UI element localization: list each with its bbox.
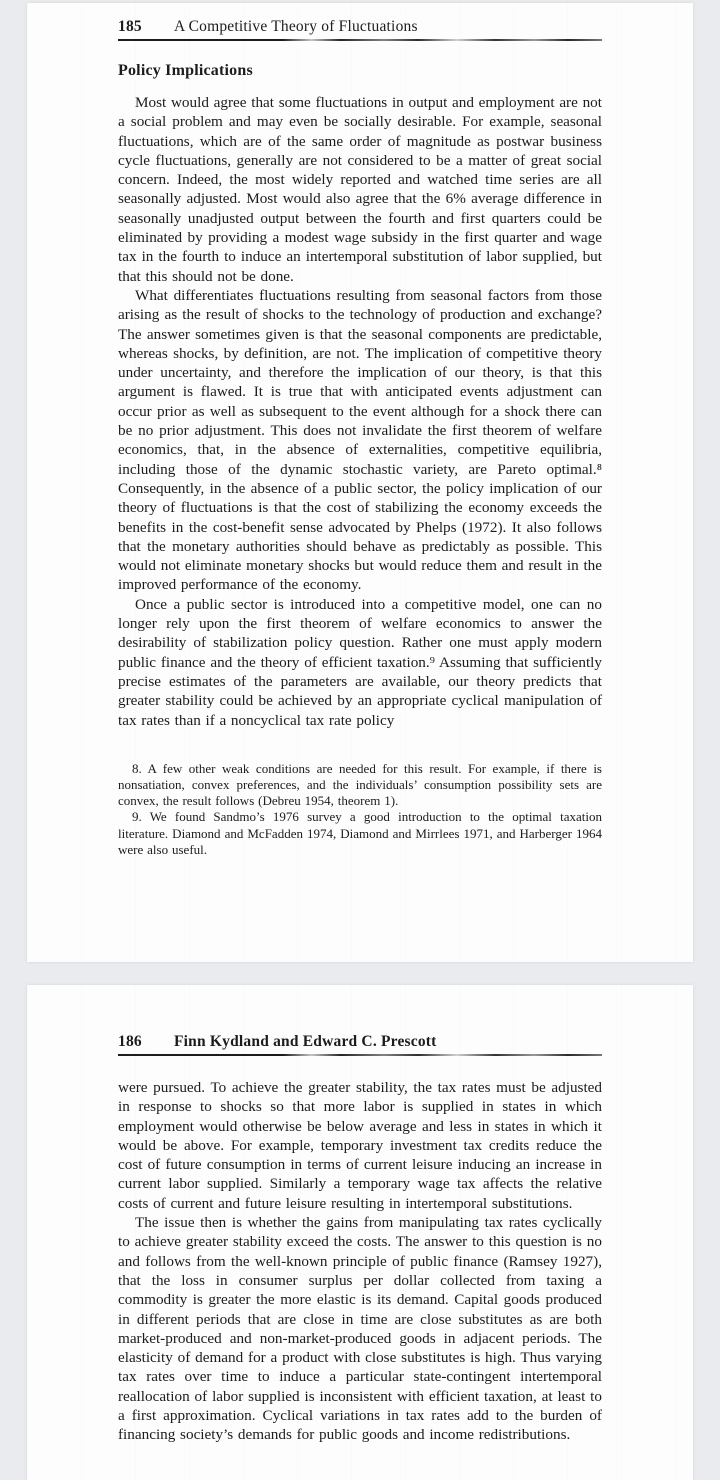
book-page-186 bbox=[27, 985, 693, 1480]
paragraph: What differentiates fluctuations resulting from seasonal factors from those arising as the result of shocks to the technology of production and exchange? The answer sometimes given is that the seasonal components are predictable, whereas shocks, by definition, are not. The implication of competitive theory under uncertainty, and therefore the implication of our theory, is that this argument is flawed. It is true that with anticipated events adjustment can occur prior as well as subsequent to the event although for a shock there can be no prior adjustment. This does not invalidate the first theorem of welfare economics, that, in the absence of externalities, competitive equilibria, including those of the dynamic stochastic variety, are Pareto optimal.⁸ Consequently, in the absence of a public sector, the policy implication of our theory of fluctuations is that the cost of stabilizing the economy exceeds the benefits in the cost-benefit sense advocated by Phelps (1972). It also follows that the monetary authorities should behave as predictably as possible. This would not eliminate monetary shocks but would reduce them and result in the improved performance of the economy. bbox=[118, 286, 602, 594]
footnote: 8. A few other weak conditions are needed for this result. For example, if there is nonsatiation, convex preferences, and the individuals’ consumption possibility sets are convex, the result follows (Debreu 1954, theorem 1). bbox=[118, 760, 602, 809]
running-head bbox=[118, 1032, 602, 1051]
body-text bbox=[118, 93, 602, 730]
running-title: Finn Kydland and Edward C. Prescott bbox=[174, 1033, 437, 1050]
paragraph: were pursued. To achieve the greater stability, the tax rates must be adjusted in response to shocks so that more labor is supplied in states in which employment would otherwise be below average and less in states in which it would be above. For example, temporary investment tax credits reduce the cost of future consumption in terms of current leisure inducing an increase in current labor supplied. Similarly a temporary wage tax affects the relative costs of current and future leisure resulting in intertemporal substitutions. bbox=[118, 1079, 602, 1212]
footnotes bbox=[118, 761, 602, 858]
footnote: 9. We found Sandmo’s 1976 survey a good introduction to the optimal taxation literature. Diamond and McFadden 1974, Diamond and Mirrlees 1971, and Harberger 1964 were also useful. bbox=[118, 809, 602, 857]
header-rule bbox=[118, 39, 602, 41]
page-number: 185 bbox=[118, 18, 142, 35]
book-page-185 bbox=[27, 3, 693, 962]
header-rule bbox=[118, 1054, 602, 1056]
paragraph: The issue then is whether the gains from manipulating tax rates cyclically to achieve greater stability exceed the costs. The answer to this question is no and follows from the well-known principle of public finance (Ramsey 1927), that the loss in consumer surplus per dollar collected from taxing a commodity is greater the more elastic is its demand. Capital goods produced in different periods that are close in time are close substitutes as are both market-produced and non-market-produced goods in adjacent periods. The elasticity of demand for a product with close substitutes is high. Thus varying tax rates over time to induce a particular state-contingent intertemporal reallocation of labor supplied is inconsistent with efficient taxation, at least to a first approximation. Cyclical variations in tax rates add to the burden of financing society’s demands for public goods and income redistributions. bbox=[118, 1214, 602, 1444]
running-head bbox=[118, 17, 602, 36]
paragraph: Most would agree that some fluctuations in output and employment are not a social problem and may even be socially desirable. For example, seasonal fluctuations, which are of the same order of magnitude as postwar business cycle fluctuations, generally are not considered to be a matter of great social concern. Indeed, the most widely reported and watched time series are all seasonally adjusted. Most would also agree that the 6% average difference in seasonally unadjusted output between the fourth and first quarters could be eliminated by providing a modest wage subsidy in the first quarter and wage tax in the fourth to induce an intertemporal substitution of labor supplied, but that this should not be done. bbox=[118, 94, 602, 285]
page-number: 186 bbox=[118, 1033, 142, 1050]
paragraph: Once a public sector is introduced into a competitive model, one can no longer rely upon the first theorem of welfare economics to answer the desirability of stabilization policy question. Rather one must apply modern public finance and the theory of efficient taxation.⁹ Assuming that sufficiently precise estimates of the parameters are available, our theory predicts that greater stability could be achieved by an appropriate cyclical manipulation of tax rates than if a noncyclical tax rate policy bbox=[118, 595, 602, 729]
body-text bbox=[118, 1078, 602, 1445]
running-title: A Competitive Theory of Fluctuations bbox=[174, 18, 418, 35]
section-heading: Policy Implications bbox=[118, 62, 253, 79]
